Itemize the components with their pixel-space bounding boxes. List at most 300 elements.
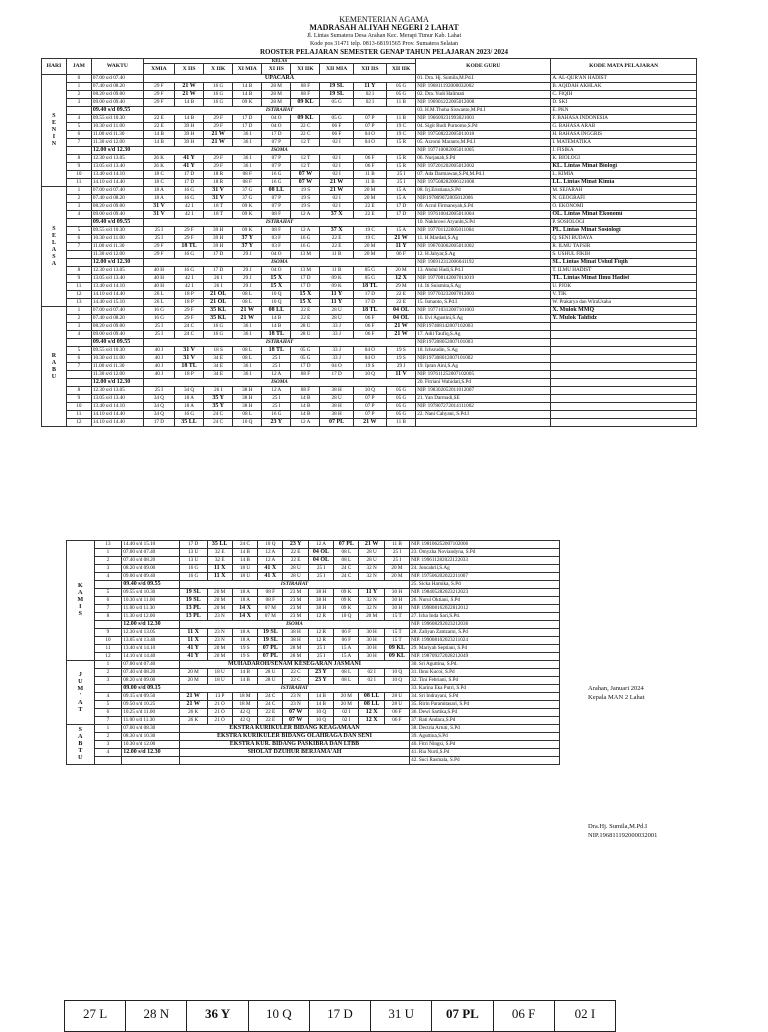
kode-guru-cell: 17. Adil Taufiq,S.Ag bbox=[416, 331, 551, 339]
schedule-cell: 29 F bbox=[175, 307, 204, 315]
schedule-cell: 29 J bbox=[233, 267, 262, 275]
schedule-cell: 15 T bbox=[384, 637, 409, 645]
schedule-cell: 06 F bbox=[353, 323, 386, 331]
schedule-cell: 18 TL bbox=[262, 331, 291, 339]
schedule-cell: 19 SL bbox=[258, 629, 283, 637]
schedule-cell: 25 I bbox=[308, 645, 333, 653]
waktu-cell: 14.10 s/d 14.40 bbox=[91, 411, 143, 419]
schedule-cell: 23 N bbox=[207, 629, 232, 637]
kode-guru-cell: 38. Dectria Artuti, S.Pd bbox=[410, 725, 560, 733]
jam-cell: 3 bbox=[94, 741, 122, 749]
kode-guru-cell: 01. Dra. Hj. Sumila,M.Pd.I bbox=[416, 75, 551, 83]
schedule-cell: 16 G bbox=[175, 251, 204, 259]
schedule-cell: 22 E bbox=[143, 123, 174, 131]
kode-mapel-cell: LL. Lintas Minat Kimia bbox=[551, 179, 697, 187]
kode-guru-cell: 12. H.Jahyar,S.Ag bbox=[416, 251, 551, 259]
jam-cell: 2 bbox=[66, 91, 91, 99]
schedule-cell: 28 U bbox=[258, 669, 283, 677]
table-row bbox=[42, 411, 697, 419]
waktu-cell: 10.30 s/d 11.00 bbox=[122, 597, 180, 605]
schedule-cell: 26 I bbox=[204, 275, 233, 283]
day-letter: ' bbox=[79, 692, 82, 699]
jam-cell: 3 bbox=[94, 565, 122, 573]
table-row bbox=[42, 227, 697, 235]
schedule-cell: 17 D bbox=[291, 275, 320, 283]
jam-cell bbox=[66, 107, 91, 115]
schedule-cell: 10 Q bbox=[334, 613, 359, 621]
day-letter: T bbox=[78, 748, 83, 754]
kode-guru-cell: 02. Dra. Yudi Halimati bbox=[416, 91, 551, 99]
schedule-cell: 16 G bbox=[179, 573, 207, 581]
schedule-cell: 13 PL bbox=[179, 613, 207, 621]
schedule-cell: 15 X bbox=[262, 283, 291, 291]
schedule-cell: 12 A bbox=[258, 549, 283, 557]
jam-cell: 1 bbox=[66, 83, 91, 91]
schedule-cell: 18 M bbox=[232, 693, 257, 701]
kode-guru-cell: NIP. 197710312007101003 bbox=[416, 307, 551, 315]
table-row bbox=[67, 725, 560, 733]
schedule-cell: 12 A bbox=[308, 541, 333, 549]
schedule-cell: 09 K bbox=[334, 589, 359, 597]
schedule-cell: 18 C bbox=[143, 171, 174, 179]
schedule-cell: 26 L bbox=[143, 291, 174, 299]
schedule-cell: 14 B bbox=[232, 557, 257, 565]
waktu-cell: 09.00 s/d 09.15 bbox=[122, 685, 180, 693]
kode-guru-cell: NIP. 196703062005011002 bbox=[416, 243, 551, 251]
kode-guru-cell: 40. Fitri Ningsi, S.Pd bbox=[410, 741, 560, 749]
schedule-cell: 19 C bbox=[353, 227, 386, 235]
waktu-cell: 14.40 s/d 15.10 bbox=[91, 299, 143, 307]
kode-guru-cell: 15. Ismanto, S.Pd.I bbox=[416, 299, 551, 307]
waktu-cell: 09.00 s/d 09.40 bbox=[122, 573, 180, 581]
jam-cell: 13 bbox=[66, 299, 91, 307]
schedule-cell: 15 R bbox=[386, 155, 415, 163]
schedule-cell: 07 M bbox=[258, 613, 283, 621]
schedule-cell: 16 G bbox=[143, 315, 174, 323]
schedule-cell: 18 A bbox=[175, 395, 204, 403]
jam-cell: 7 bbox=[66, 139, 91, 147]
schedule-cell: 04 O bbox=[353, 139, 386, 147]
kode-guru-cell: 31. Ibnu Kucoi, S.Pd bbox=[410, 669, 560, 677]
schedule-cell: 12 X bbox=[386, 275, 415, 283]
schedule-cell: 34 E bbox=[204, 355, 233, 363]
waktu-cell bbox=[122, 757, 180, 765]
day-letter: U bbox=[78, 755, 83, 761]
schedule-cell: 12 A bbox=[291, 211, 320, 219]
waktu-cell: 12.30 s/d 13.05 bbox=[91, 267, 143, 275]
schedule-cell: 18 P bbox=[175, 371, 204, 379]
schedule-cell: 19 S bbox=[386, 355, 415, 363]
schedule-cell: 03 F bbox=[262, 243, 291, 251]
schedule-cell: 17 D bbox=[175, 171, 204, 179]
schedule-cell: 12 T bbox=[291, 139, 320, 147]
table-row bbox=[42, 83, 697, 91]
waktu-cell: 11.00 s/d 11.30 bbox=[122, 605, 180, 613]
schedule-cell: 18 TL bbox=[353, 307, 386, 315]
schedule-cell: 37 Y bbox=[233, 243, 262, 251]
schedule-cell: 30 H bbox=[359, 645, 384, 653]
schedule-cell: 04 O bbox=[262, 115, 291, 123]
schedule-cell: 24 C bbox=[334, 565, 359, 573]
schedule-cell: 09 K bbox=[320, 275, 353, 283]
kode-mapel-cell: A. AL-QUR'AN HADIST bbox=[551, 75, 697, 83]
schedule-cell: 02 I bbox=[334, 717, 359, 725]
schedule-cell: 06 F bbox=[353, 163, 386, 171]
schedule-cell: 22 E bbox=[283, 549, 308, 557]
table-row bbox=[67, 669, 560, 677]
schedule-cell: 08 F bbox=[258, 589, 283, 597]
schedule-cell: 08 F bbox=[233, 179, 262, 187]
schedule-cell: 11 B bbox=[353, 171, 386, 179]
schedule-cell: 38 H bbox=[308, 589, 333, 597]
schedule-cell: 21 W bbox=[233, 307, 262, 315]
schedule-cell: 18 A bbox=[232, 637, 257, 645]
schedule-cell: 22 E bbox=[283, 557, 308, 565]
day-letter: K bbox=[77, 583, 83, 589]
kode-mapel-cell bbox=[551, 331, 697, 339]
schedule-cell: 35 KL bbox=[204, 315, 233, 323]
day-letter: T bbox=[78, 706, 83, 713]
waktu-cell: 09.40 s/d 09.55 bbox=[91, 339, 143, 347]
table-row bbox=[42, 179, 697, 187]
jam-cell bbox=[66, 379, 91, 387]
schedule-cell: 20 M bbox=[179, 677, 207, 685]
kode-mapel-cell bbox=[551, 387, 697, 395]
schedule-cell: 20 M bbox=[386, 267, 415, 275]
kode-guru-cell: NIP. 196609231993021001 bbox=[416, 115, 551, 123]
schedule-cell: 28 U bbox=[384, 693, 409, 701]
kode-guru-cell: NIP. 196811192000032002 bbox=[416, 83, 551, 91]
table-row bbox=[42, 139, 697, 147]
kode-guru-cell: NIP. 197710082005011005 bbox=[416, 147, 551, 155]
schedule-cell: 13 U bbox=[179, 549, 207, 557]
schedule-cell: 08 LL bbox=[262, 307, 291, 315]
jam-cell: 1 bbox=[66, 187, 91, 195]
jam-cell: 5 bbox=[66, 347, 91, 355]
schedule-cell: 12 R bbox=[308, 629, 333, 637]
schedule-cell: 28 U bbox=[258, 677, 283, 685]
schedule-cell: 17 D bbox=[233, 115, 262, 123]
waktu-cell: 10.30 s/d 11.00 bbox=[91, 123, 143, 131]
schedule-cell: 38 H bbox=[320, 411, 353, 419]
schedule-cell: 28 U bbox=[283, 573, 308, 581]
schedule-cell: 20 M bbox=[207, 589, 232, 597]
kode-guru-cell: NIP. 198709272028212049 bbox=[410, 653, 560, 661]
day-letter: S bbox=[78, 611, 82, 617]
schedule-cell: 28 M bbox=[262, 91, 291, 99]
kode-guru-cell: NIP. 198302052011012007 bbox=[416, 387, 551, 395]
schedule-cell: 29 F bbox=[204, 155, 233, 163]
jam-cell: 1 bbox=[94, 725, 122, 733]
schedule-cell: 14 B bbox=[232, 549, 257, 557]
schedule-cell: 22 E bbox=[386, 299, 415, 307]
schedule-cell: 08 L bbox=[233, 355, 262, 363]
table-row bbox=[42, 307, 697, 315]
schedule-cell: 18 A bbox=[232, 589, 257, 597]
schedule-cell: 15 A bbox=[334, 645, 359, 653]
schedule-cell: 39 H bbox=[204, 243, 233, 251]
schedule-cell: 28 M bbox=[283, 653, 308, 661]
day-letter: N bbox=[51, 127, 57, 133]
kode-guru-cell: 34. Sri Indrayani, S.Pd bbox=[410, 693, 560, 701]
waktu-cell: 07.40 s/d 08.20 bbox=[122, 557, 180, 565]
schedule-cell: 16 G bbox=[262, 411, 291, 419]
schedule-cell: 02 I bbox=[320, 195, 353, 203]
schedule-cell: 21 W bbox=[386, 331, 415, 339]
header-kode-mapel: KODE MATA PELAJARAN bbox=[551, 59, 697, 75]
schedule-cell: 41 Y bbox=[175, 155, 204, 163]
schedule-cell: 10 Q bbox=[262, 291, 291, 299]
schedule-cell: 29 F bbox=[204, 163, 233, 171]
activity-label bbox=[179, 757, 409, 765]
schedule-cell: 38 H bbox=[233, 403, 262, 411]
waktu-cell: 07.40 s/d 08.20 bbox=[122, 669, 180, 677]
schedule-cell: 22 E bbox=[258, 717, 283, 725]
schedule-cell: 07 M bbox=[258, 605, 283, 613]
schedule-cell: 08 L bbox=[233, 411, 262, 419]
schedule-cell: 19 S bbox=[232, 645, 257, 653]
schedule-cell: 41 X bbox=[258, 573, 283, 581]
schedule-cell: 33 J bbox=[320, 355, 353, 363]
schedule-cell: 13 PL bbox=[179, 605, 207, 613]
schedule-cell: 25 I bbox=[143, 387, 174, 395]
schedule-cell: 05 G bbox=[386, 91, 415, 99]
jam-cell: 4 bbox=[94, 749, 122, 757]
table-row bbox=[67, 637, 560, 645]
schedule-cell: 10 Q bbox=[233, 419, 262, 427]
table-row bbox=[42, 299, 697, 307]
kode-mapel-cell: O. EKONOMI bbox=[551, 203, 697, 211]
schedule-cell: 11 X bbox=[207, 573, 232, 581]
school-name: MADRASAH ALIYAH NEGERI 2 LAHAT bbox=[309, 23, 459, 32]
schedule-cell: 09 K bbox=[233, 211, 262, 219]
table-row bbox=[42, 203, 697, 211]
schedule-cell: 32 E bbox=[207, 549, 232, 557]
signer-name: Dra.Hj. Sumila,M.Pd.I bbox=[588, 823, 648, 830]
schedule-cell: 20 M bbox=[334, 693, 359, 701]
activity-label: MUHADAROH/SENAM KESEGARAN JASMANI bbox=[179, 661, 409, 669]
strip-cell: 17 D bbox=[310, 1001, 371, 1031]
schedule-cell: 16 G bbox=[291, 243, 320, 251]
schedule-cell: 02 I bbox=[320, 163, 353, 171]
schedule-cell: 21 W bbox=[175, 91, 204, 99]
schedule-cell: 21 W bbox=[353, 419, 386, 427]
activity-label: EKSTRA KURIKULER BIDANG KEAGAMAAN bbox=[179, 725, 409, 733]
kode-mapel-cell: E. PKN bbox=[551, 107, 697, 115]
waktu-cell: 07.40 s/d 08.20 bbox=[91, 195, 143, 203]
day-letter: A bbox=[78, 734, 83, 740]
schedule-cell: 07 P bbox=[262, 203, 291, 211]
table-row bbox=[67, 709, 560, 717]
schedule-cell: 05 G bbox=[291, 355, 320, 363]
schedule-cell: 38 H bbox=[283, 637, 308, 645]
kode-mapel-cell bbox=[551, 355, 697, 363]
schedule-cell: 37 G bbox=[233, 187, 262, 195]
schedule-cell: 29 F bbox=[143, 251, 174, 259]
schedule-cell: 25 I bbox=[143, 331, 174, 339]
activity-label: UPACARA bbox=[143, 75, 415, 83]
schedule-cell: 24 C bbox=[175, 331, 204, 339]
schedule-cell: 02 I bbox=[353, 91, 386, 99]
day-label bbox=[67, 661, 95, 725]
schedule-cell: 04 O bbox=[320, 363, 353, 371]
jam-cell: 11 bbox=[66, 283, 91, 291]
schedule-cell: 07 P bbox=[353, 395, 386, 403]
schedule-cell: 05 G bbox=[386, 83, 415, 91]
schedule-cell: 12 T bbox=[291, 155, 320, 163]
schedule-cell: 05 G bbox=[353, 267, 386, 275]
schedule-cell: 23 M bbox=[283, 589, 308, 597]
table-row bbox=[67, 541, 560, 549]
table-row bbox=[67, 573, 560, 581]
schedule-cell: 24 C bbox=[175, 323, 204, 331]
jam-cell: 3 bbox=[66, 203, 91, 211]
header-kode-guru: KODE GURU bbox=[416, 59, 551, 75]
jam-cell: 11 bbox=[66, 411, 91, 419]
day-letter: S bbox=[78, 727, 82, 733]
schedule-cell: 25 I bbox=[386, 179, 415, 187]
jam-cell bbox=[66, 251, 91, 259]
jam-cell: 6 bbox=[94, 597, 122, 605]
kode-guru-cell: 42. Suci Rasmala, S.Pd bbox=[410, 757, 560, 765]
schedule-cell: 09 KL bbox=[384, 645, 409, 653]
jam-cell: 0 bbox=[66, 75, 91, 83]
activity-label: SHOLAT DZUHUR BERJAMA'AH bbox=[179, 749, 409, 757]
schedule-cell: 34 E bbox=[204, 371, 233, 379]
kode-guru-cell: 11. H.Mardati,S.Ag bbox=[416, 235, 551, 243]
day-letter: B bbox=[51, 366, 56, 373]
schedule-cell: 09 K bbox=[233, 203, 262, 211]
table-row bbox=[42, 379, 697, 387]
schedule-cell: 35 LL bbox=[175, 419, 204, 427]
break-label: ISTIRAHAT bbox=[143, 339, 415, 347]
schedule-cell: 07 W bbox=[291, 179, 320, 187]
schedule-cell: 21 O bbox=[207, 701, 232, 709]
schedule-cell: 31 V bbox=[175, 355, 204, 363]
schedule-cell: 25 I bbox=[262, 395, 291, 403]
schedule-cell: 30 H bbox=[359, 629, 384, 637]
schedule-cell: 15 T bbox=[384, 629, 409, 637]
schedule-cell: 22 C bbox=[291, 123, 320, 131]
schedule-cell: 02 I bbox=[320, 155, 353, 163]
break-label: ISOMA bbox=[143, 147, 415, 155]
kode-guru-cell: NIP.197809072005012006 bbox=[416, 195, 551, 203]
jam-cell: 7 bbox=[94, 717, 122, 725]
table-row bbox=[67, 629, 560, 637]
schedule-cell: 11 B bbox=[353, 179, 386, 187]
kode-guru-cell: 30. Sri Aguttina, S.Pd. bbox=[410, 661, 560, 669]
jam-cell: 6 bbox=[66, 131, 91, 139]
table-row bbox=[42, 283, 697, 291]
kode-mapel-cell: D. SKI bbox=[551, 99, 697, 107]
signature-place-date bbox=[588, 684, 645, 702]
schedule-cell: 36 I bbox=[233, 331, 262, 339]
schedule-cell: 20 M bbox=[353, 195, 386, 203]
school-address: Jl. Lintas Sumatera Desa Arahan Kec. Merapi Timur Kab. Lahat bbox=[306, 33, 462, 39]
kode-guru-cell: 35. Ririn Paramitasari, S.Pd bbox=[410, 701, 560, 709]
header-waktu: WAKTU bbox=[91, 59, 143, 75]
day-letter: A bbox=[78, 699, 83, 706]
schedule-cell: 04 OL bbox=[386, 307, 415, 315]
waktu-cell: 08.30 s/d 10.30 bbox=[122, 733, 180, 741]
day-letter: A bbox=[51, 246, 57, 253]
schedule-cell: 20 M bbox=[334, 701, 359, 709]
schedule-cell: 36 I bbox=[233, 323, 262, 331]
kode-guru-cell bbox=[416, 419, 551, 427]
table-row bbox=[42, 251, 697, 259]
header-class: XII IIS bbox=[353, 64, 386, 75]
day-letter: E bbox=[51, 232, 56, 239]
schedule-cell: 34 E bbox=[204, 363, 233, 371]
schedule-cell: 25 I bbox=[308, 573, 333, 581]
schedule-cell: 32 N bbox=[359, 597, 384, 605]
table-row bbox=[42, 395, 697, 403]
table-row bbox=[42, 371, 697, 379]
table-row bbox=[42, 211, 697, 219]
jam-cell: 6 bbox=[66, 355, 91, 363]
kode-guru-cell: 23. Omyzha Noviandyna, S.Pd bbox=[410, 549, 560, 557]
schedule-cell: 29 F bbox=[175, 315, 204, 323]
schedule-cell: 40 J bbox=[143, 355, 174, 363]
kode-guru-cell: 21. Yan Darmadi,SE bbox=[416, 395, 551, 403]
schedule-cell: 16 G bbox=[179, 565, 207, 573]
schedule-cell: 23 N bbox=[283, 693, 308, 701]
schedule-cell: 19 SL bbox=[258, 637, 283, 645]
schedule-cell: 21 W bbox=[179, 693, 207, 701]
waktu-cell: 10.30 s/d 12.00 bbox=[122, 741, 180, 749]
schedule-cell: 23 Y bbox=[308, 669, 333, 677]
waktu-cell: 12.00 s/d 12.30 bbox=[122, 749, 180, 757]
schedule-cell: 39 H bbox=[204, 235, 233, 243]
table-row bbox=[42, 259, 697, 267]
schedule-cell: 32 N bbox=[359, 565, 384, 573]
schedule-cell: 04 O bbox=[353, 131, 386, 139]
schedule-cell: 22 C bbox=[283, 677, 308, 685]
break-label: ISTIRAHAT bbox=[143, 107, 415, 115]
schedule-cell: 29 F bbox=[204, 115, 233, 123]
kode-mapel-cell bbox=[551, 395, 697, 403]
jam-cell: 8 bbox=[94, 613, 122, 621]
waktu-cell: 12.30 s/d 13.05 bbox=[91, 155, 143, 163]
jam-cell bbox=[66, 147, 91, 155]
kode-guru-cell: 05. Azromi Maranto,M.Pd.I bbox=[416, 139, 551, 147]
schedule-cell: 17 D bbox=[179, 541, 207, 549]
schedule-cell: 26 L bbox=[143, 299, 174, 307]
schedule-cell: 18 A bbox=[143, 187, 174, 195]
header-class: XI IIK bbox=[291, 64, 320, 75]
kode-mapel-cell: R. ILMU TAFSIR bbox=[551, 243, 697, 251]
schedule-cell: 06 F bbox=[334, 637, 359, 645]
break-label: ISTIRAHAT bbox=[179, 581, 409, 589]
kode-guru-cell: NIP. 199008102023211024 bbox=[410, 637, 560, 645]
table-row bbox=[42, 339, 697, 347]
waktu-cell: 09.40 s/d 09.55 bbox=[122, 581, 180, 589]
schedule-cell: 20 M bbox=[207, 645, 232, 653]
strip-cell: 27 L bbox=[65, 1001, 126, 1031]
schedule-cell: 17 D bbox=[353, 291, 386, 299]
day-letter: I bbox=[52, 134, 56, 140]
schedule-cell: 41 Y bbox=[175, 163, 204, 171]
day-letter: L bbox=[51, 239, 56, 246]
schedule-cell: 20 M bbox=[359, 613, 384, 621]
schedule-cell: 12 R bbox=[308, 613, 333, 621]
schedule-cell: 18 R bbox=[204, 171, 233, 179]
schedule-cell: 25 I bbox=[384, 557, 409, 565]
jam-cell: 7 bbox=[66, 363, 91, 371]
schedule-cell: 31 V bbox=[143, 211, 174, 219]
kode-guru-cell: 06. Nurjanah,S.Pd bbox=[416, 155, 551, 163]
schedule-cell: 09 KL bbox=[384, 653, 409, 661]
